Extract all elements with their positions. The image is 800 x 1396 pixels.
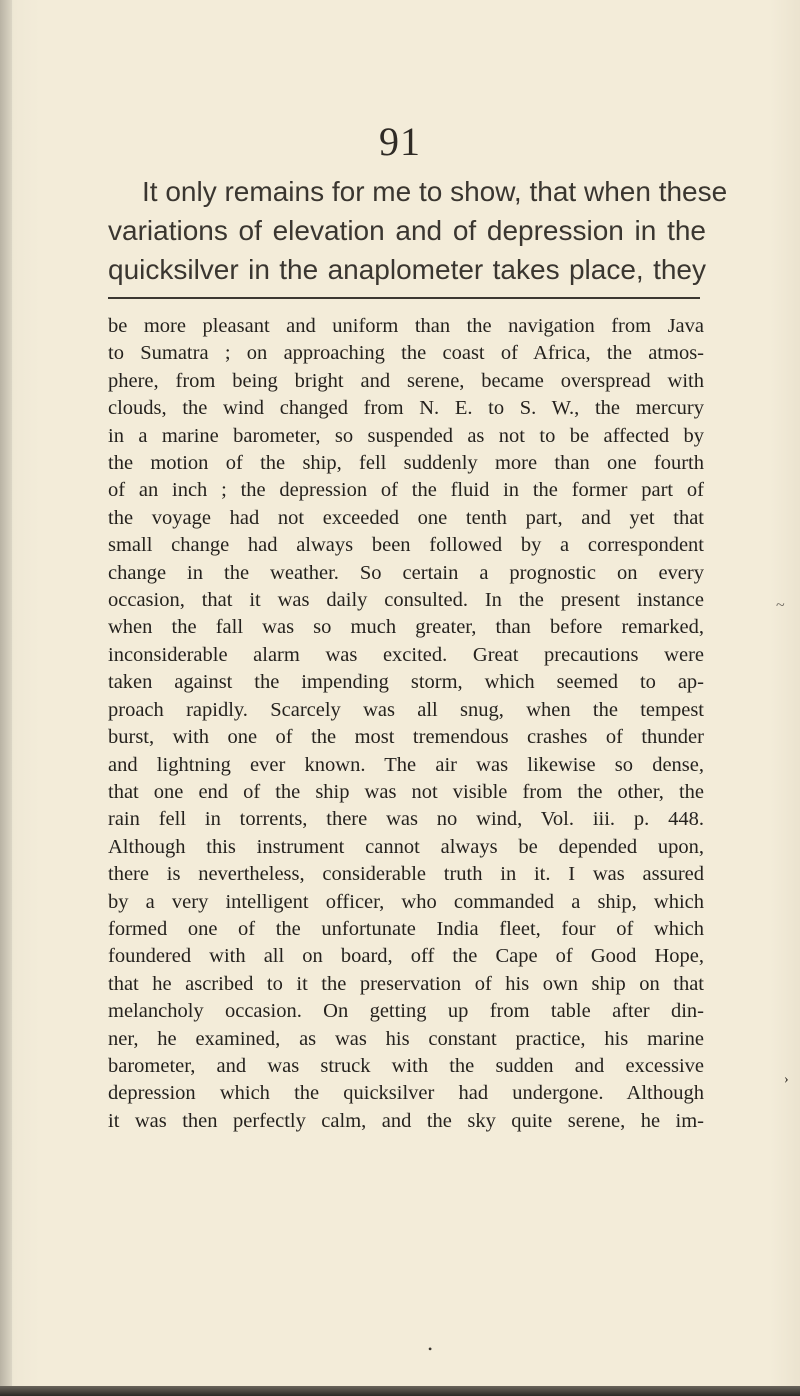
footnote-line: small change had always been followed by a correspondent (108, 534, 704, 557)
footnote-line: phere, from being bright and serene, became overspread with (108, 369, 704, 392)
footnote-line: and lightning ever known. The air was likewise so dense, (108, 753, 704, 776)
footnote-line: by a very intelligent officer, who commanded a ship, which (108, 890, 704, 913)
footnote-line: to Sumatra ; on approaching the coast of Africa, the atmos- (108, 342, 704, 365)
footnote-line: that one end of the ship was not visible from the other, the (108, 780, 704, 803)
footnote-line: occasion, that it was daily consulted. In the present instance (108, 589, 704, 612)
footnote-line: formed one of the unfortunate India fleet, four of which (108, 917, 704, 940)
footnote-line: clouds, the wind changed from N. E. to S. W., the mercury (108, 397, 704, 420)
footnote-line: there is nevertheless, considerable truth in it. I was assured (108, 863, 704, 886)
footnote-line: in a marine barometer, so suspended as not to be affected by (108, 424, 704, 447)
main-line: variations of elevation and of depression in the (108, 215, 706, 246)
footnote-line: ner, he examined, as was his constant practice, his marine (108, 1027, 704, 1050)
footnote-line: when the fall was so much greater, than before remarked, (108, 616, 704, 639)
footnote-line: the voyage had not exceeded one tenth part, and yet that (108, 506, 704, 529)
footnote-line: barometer, and was struck with the sudden and excessive (108, 1054, 704, 1077)
footnote-line: melancholy occasion. On getting up from table after din- (108, 1000, 704, 1023)
footnote-line: it was then perfectly calm, and the sky quite serene, he im- (108, 1109, 704, 1132)
footnote-line: that he ascribed to it the preservation of his own ship on that (108, 972, 704, 995)
footnote-line: Although this instrument cannot always be depended upon, (108, 835, 704, 858)
footnote-line: taken against the impending storm, which seemed to ap- (108, 671, 704, 694)
main-line: It only remains for me to show, that when these (142, 176, 728, 207)
footnote-line: proach rapidly. Scarcely was all snug, when the tempest (108, 698, 704, 721)
footnote (108, 313, 704, 1135)
footnote-line: be more pleasant and uniform than the navigation from Java (108, 315, 704, 337)
binding-edge (0, 0, 12, 1396)
footnote-line: depression which the quicksilver had undergone. Although (108, 1082, 704, 1105)
footnote-line: inconsiderable alarm was excited. Great precautions were (108, 643, 704, 666)
footnote-line: the motion of the ship, fell suddenly more than one fourth (108, 452, 704, 475)
main-line: quicksilver in the anaplometer takes place, they (108, 254, 706, 285)
footnote-line: burst, with one of the most tremendous crashes of thunder (108, 726, 704, 749)
footnote-line: rain fell in torrents, there was no wind, Vol. iii. p. 448. (108, 808, 704, 831)
footnote-line: of an inch ; the depression of the fluid in the former part of (108, 479, 704, 502)
page-bottom-edge (0, 1386, 800, 1396)
footnote-line: change in the weather. So certain a prognostic on every (108, 561, 704, 584)
ink-speck: • (428, 1342, 433, 1356)
margin-mark: ~ (776, 597, 785, 614)
margin-mark: › (784, 1072, 789, 1087)
main-text (108, 172, 728, 289)
page-number: 91 (379, 119, 421, 164)
footnote-line: foundered with all on board, off the Cape of Good Hope, (108, 945, 704, 968)
footnote-divider (108, 297, 700, 299)
